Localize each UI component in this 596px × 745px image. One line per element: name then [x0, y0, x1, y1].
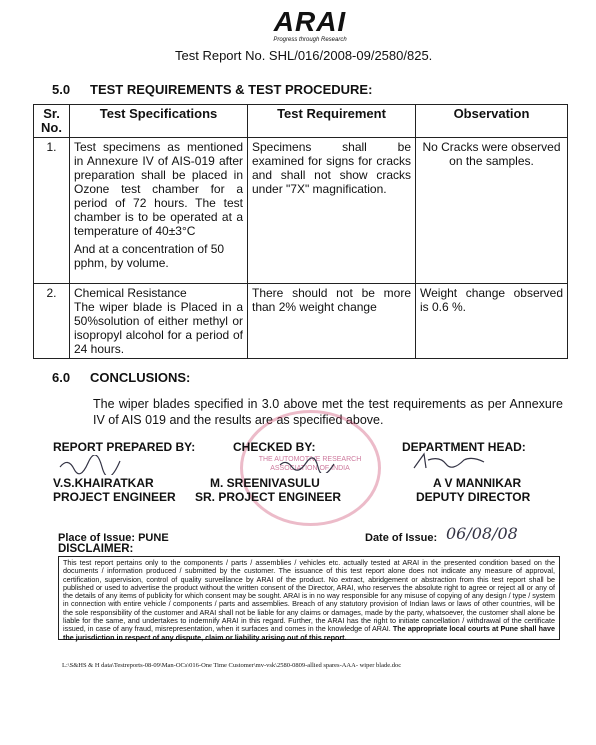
col-header-observation: Observation [416, 105, 568, 138]
spec-text-2: And at a concentration of 50 pphm, by volume. [74, 242, 225, 270]
checked-by-label: CHECKED BY: [233, 440, 316, 454]
section-5-number: 5.0 [52, 82, 71, 97]
signature-head [410, 450, 490, 474]
logo-tagline: Progress through Research [273, 37, 347, 43]
cell-observation: Weight change observed is 0.6 %. [416, 284, 568, 359]
cell-spec [70, 284, 248, 359]
table-row [34, 138, 568, 284]
disclaimer-text: This test report pertains only to the components / parts / assemblies / vehicles etc. actually tested at ARAI in the presented condition based on the documents / information produced / submitted by the customer. The issuance of this test report alone does not indicate any measure of approval, certification, supervision, control of quality surveillance by ARAI of the product. No extract, abridgement or abstraction from this test report shall be published or used to advertise the product without the written consent of the Director, ARAI, who reserves the absolute right to agree or reject all or any of the details of any items of publicity for which consent may be sought. ARAI is in no way responsible for any misuse of copying of any design / type / system in connection with entire vehicle / components / parts and assemblies. Breach of any statutory provision of Indian laws or laws of other countries, will be the sole responsibility of the customer and ARAI shall not be liable for any claims or damages, made by the party, whatsoever, the customer shall alone be liable for the same, and undertakes to indemnify ARAI in this regard. Further, the ARAI has the right to initiate cancellation / withdrawal of the certificate issued, in case of any fraud, misrepresentation, when it surfaces and comes in the knowledge of ARAI. [63, 558, 555, 634]
cell-spec [70, 138, 248, 284]
col-header-spec: Test Specifications [70, 105, 248, 138]
disclaimer-box [58, 556, 560, 640]
stamp-line-1: THE AUTOMOTIVE RESEARCH [258, 456, 362, 463]
department-head-label: DEPARTMENT HEAD: [402, 440, 526, 454]
table-header-row [34, 105, 568, 138]
cell-sr: 2. [34, 284, 70, 359]
place-of-issue: Place of Issue: PUNE [58, 532, 169, 544]
section-6-title: CONCLUSIONS: [90, 370, 191, 385]
arai-logo [250, 8, 370, 44]
prepared-title: PROJECT ENGINEER [53, 490, 176, 504]
cell-requirement: Specimens shall be examined for signs for cracks and shall not show cracks under "7X" magnification. [248, 138, 416, 284]
col-header-srno: Sr. No. [34, 105, 70, 138]
disclaimer-bold-text: The appropriate local courts at Pune shall have the jurisdiction in respect of any dispute, claim or liability arising out of this report. [63, 624, 555, 642]
conclusion-text: The wiper blades specified in 3.0 above met the test requirements as per Annexure IV of AIS 019 and the results are as specified above. [93, 397, 563, 427]
signature-checked [278, 455, 338, 473]
spec-text: The wiper blade is Placed in a 50%solution of either methyl or isopropyl alcohol for a period of 24 hours. [74, 300, 243, 356]
file-path-footer: L:\S&HS & H data\Testreports-08-09\Man-OCs\016-One Time Customer\mv-vsk\2580-0809-allied spares-AAA- wiper blade.doc [62, 662, 402, 669]
section-5-title: TEST REQUIREMENTS & TEST PROCEDURE: [90, 82, 373, 97]
prepared-name: V.S.KHAIRATKAR [53, 476, 154, 490]
cell-sr: 1. [34, 138, 70, 284]
cell-requirement: There should not be more than 2% weight change [248, 284, 416, 359]
report-number: Test Report No. SHL/016/2008-09/2580/825. [175, 48, 433, 63]
col-header-requirement: Test Requirement [248, 105, 416, 138]
table-row [34, 284, 568, 359]
checked-name: M. SREENIVASULU [210, 476, 320, 490]
head-title: DEPUTY DIRECTOR [416, 490, 531, 504]
spec-title: Chemical Resistance [74, 286, 187, 300]
head-name: A V MANNIKAR [433, 476, 522, 490]
logo-mark: ARAI [273, 6, 347, 37]
spec-text: Test specimens as mentioned in Annexure IV of AIS-019 after preparation shall be placed in Ozone test chamber for a period of 72 hours. The test chamber is to be operated at a temperature of 40±3°C [74, 140, 243, 238]
test-requirements-table [33, 104, 568, 359]
disclaimer-title: DISCLAIMER: [58, 543, 134, 555]
date-of-issue-value: 06/08/08 [446, 524, 518, 543]
section-6-number: 6.0 [52, 370, 71, 385]
stamp-line-2: ASSOCIATION OF INDIA [270, 465, 350, 472]
signature-prepared [58, 455, 128, 475]
prepared-by-label: REPORT PREPARED BY: [53, 440, 196, 454]
checked-title: SR. PROJECT ENGINEER [195, 490, 342, 504]
date-of-issue-label: Date of Issue: [365, 532, 438, 544]
cell-observation: No Cracks were observed on the samples. [416, 138, 568, 284]
